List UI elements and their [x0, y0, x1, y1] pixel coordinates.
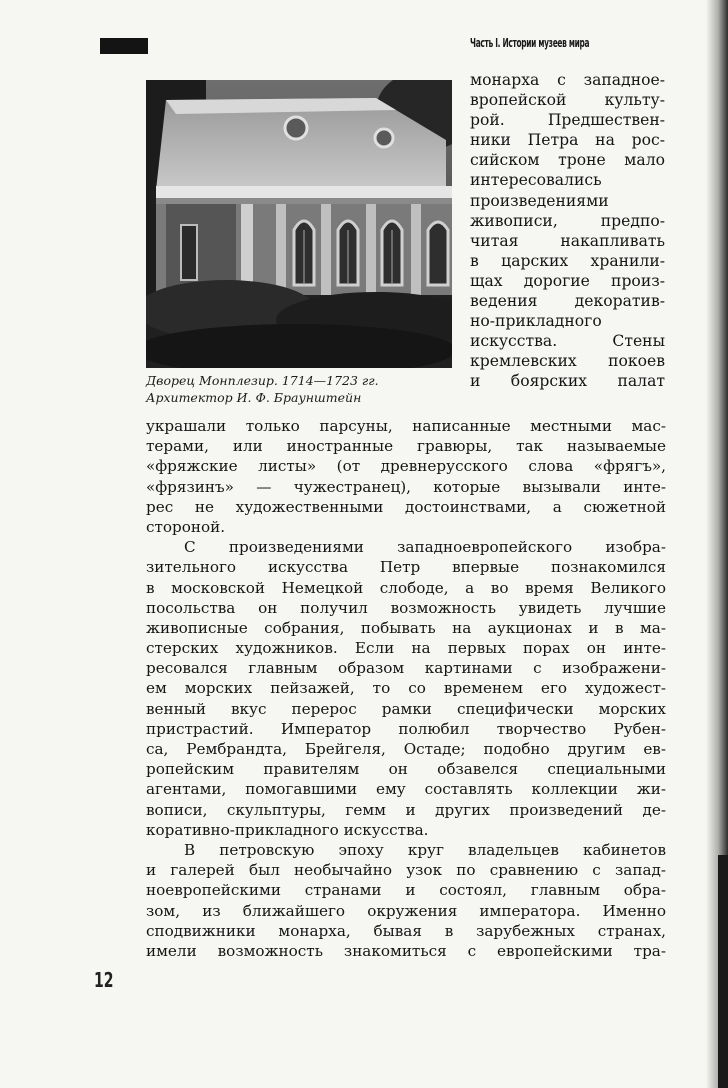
text-line: искусства. Стены — [470, 332, 665, 351]
text-line: кремлевских покоев — [470, 352, 665, 371]
text-line: венный вкус перерос рамки специфически морских — [146, 699, 666, 718]
text-line: ресовался главным образом картинами с изображени- — [146, 659, 666, 678]
text-line: интересовались — [470, 171, 602, 190]
text-line: сийском троне мало — [470, 151, 665, 170]
text-line: живописные собрания, побывать на аукционах и в ма- — [146, 618, 666, 637]
text-line: в московской Немецкой слободе, а во время Великого — [146, 578, 666, 597]
figure-caption — [146, 372, 456, 406]
text-line: щах дорогие произ- — [470, 271, 665, 290]
text-line: терами, или иностранные гравюры, так называемые — [146, 437, 666, 456]
caption-line: Архитектор И. Ф. Браунштейн — [146, 390, 362, 405]
text-line: ноевропейскими странами и состоял, главным обра- — [146, 881, 666, 900]
text-line: стерских художников. Если на первых порах он инте- — [146, 639, 666, 658]
text-line: вописи, скульптуры, гемм и других произведений де- — [146, 800, 666, 819]
page-number: 12 — [94, 968, 114, 992]
text-line: живописи, предпо- — [470, 211, 665, 230]
text-line: са, Рембрандта, Брейгеля, Остаде; подобно другим ев- — [146, 740, 666, 758]
header-marker-bar — [100, 38, 148, 54]
paragraph-1 — [146, 416, 666, 537]
text-line: «фряжские листы» (от древнерусского слова «фрягъ», — [146, 457, 666, 476]
text-line: ники Петра на рос- — [470, 131, 665, 150]
text-line: произведениями — [470, 191, 609, 210]
text-line: стороной. — [146, 517, 226, 536]
text-line: пристрастий. Император полюбил творчество Рубен- — [146, 719, 666, 738]
text-line: читая накапливать — [470, 231, 665, 250]
text-line: рой. Предшествен- — [470, 111, 665, 130]
text-line: в царских хранили- — [470, 251, 665, 270]
text-line: посольства он получил возможность увидеть лучшие — [146, 598, 666, 617]
text-line: вропейской культу- — [470, 91, 665, 110]
text-line: монарха с западное- — [470, 71, 665, 89]
text-line: и галерей был необычайно узок по сравнению с запад- — [146, 861, 666, 880]
text-line: зом, из ближайшего окружения императора. Именно — [146, 901, 666, 920]
text-line: ем морских пейзажей, то со временем его художест- — [146, 679, 666, 698]
text-line: коративно-прикладного искусства. — [146, 820, 429, 839]
running-head: Часть I. Истории музеев мира — [470, 36, 590, 50]
main-text-column — [146, 416, 666, 961]
text-line: имели возможность знакомиться с европейскими тра- — [146, 941, 666, 960]
book-spine-edge — [718, 855, 728, 1088]
text-line: но-прикладного — [470, 312, 602, 331]
side-text-column — [470, 70, 665, 392]
monplaisir-palace-photo — [146, 80, 452, 368]
text-line: В петровскую эпоху круг владельцев кабинетов — [184, 840, 666, 859]
text-line: рес не художественными достоинствами, а сюжетной — [146, 497, 666, 516]
text-line: С произведениями западноевропейского изобра- — [184, 538, 666, 557]
text-line: и боярских палат — [470, 372, 665, 391]
text-line: сподвижники монарха, бывая в зарубежных странах, — [146, 921, 666, 940]
text-line: «фрязинъ» — чужестранец), которые вызывали инте- — [146, 477, 666, 496]
text-line: агентами, помогавшими ему составлять коллекции жи- — [146, 780, 666, 799]
text-line: зительного искусства Петр впервые познакомился — [146, 558, 666, 577]
text-line: украшали только парсуны, написанные местными мас- — [146, 417, 666, 435]
paragraph-3 — [146, 840, 666, 961]
paragraph-2 — [146, 537, 666, 840]
caption-line: Дворец Монплезир. 1714—1723 гг. — [146, 373, 379, 388]
text-line: ропейским правителям он обзавелся специальными — [146, 760, 666, 779]
text-line: ведения декоратив- — [470, 292, 665, 311]
